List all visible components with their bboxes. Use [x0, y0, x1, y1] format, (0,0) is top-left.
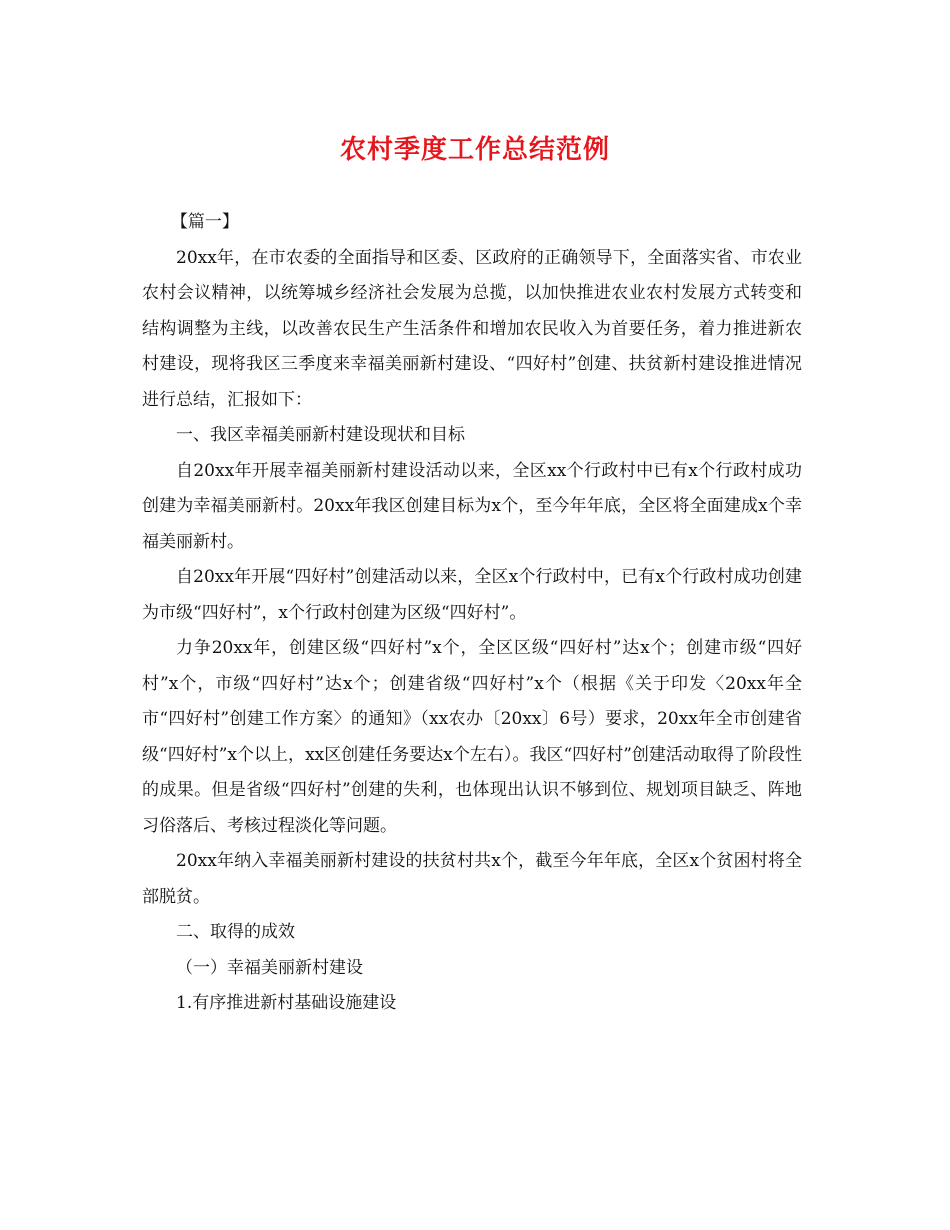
- paragraph-intro: 20xx年，在市农委的全面指导和区委、区政府的正确领导下，全面落实省、市农业农村会议精神，以统筹城乡经济社会发展为总揽，以加快推进农业农村发展方式转变和结构调整为主线，以改善农民生产生活条件和增加农民收入为首要任务，着力推进新农村建设，现将我区三季度来幸福美丽新村建设、“四好村”创建、扶贫新村建设推进情况进行总结，汇报如下：: [142, 247, 802, 410]
- paragraph-new-village-status: 自20xx年开展幸福美丽新村建设活动以来，全区xx个行政村中已有x个行政村成功创建为幸福美丽新村。20xx年我区创建目标为x个，至今年年底，全区将全面建成x个幸福美丽新村。: [142, 460, 802, 552]
- document-title: 农村季度工作总结范例: [339, 135, 610, 165]
- paragraph-four-good-villages: 自20xx年开展“四好村”创建活动以来，全区x个行政村中，已有x个行政村成功创建为市级“四好村”，x个行政村创建为区级“四好村”。: [142, 567, 802, 623]
- heading-section-one: 一、我区幸福美丽新村建设现状和目标: [176, 425, 465, 445]
- subheading-new-village-construction: （一）幸福美丽新村建设: [176, 957, 363, 978]
- paragraph-targets: 力争20xx年，创建区级“四好村”x个，全区区级“四好村”达x个；创建市级“四好村”x个，市级“四好村”达x个；创建省级“四好村”x个（根据《关于印发〈20xx年全市“四好村”创建工作方案〉的通知》（xx农办〔20xx〕6号）要求，20xx年全市创建省级“四好村”x个以上，xx区创建任务要达x个左右）。我区“四好村”创建活动取得了阶段性的成果。但是省级“四好村”创建的失利，也体现出认识不够到位、规划项目缺乏、阵地习俗落后、考核过程淡化等问题。: [142, 638, 802, 836]
- paragraph-poverty-villages: 20xx年纳入幸福美丽新村建设的扶贫村共x个，截至今年年底，全区x个贫困村将全部脱贫。: [142, 851, 802, 907]
- heading-section-two: 二、取得的成效: [176, 922, 295, 942]
- subheading-infrastructure: 1.有序推进新村基础设施建设: [176, 993, 397, 1013]
- document-body: [142, 205, 802, 1022]
- section-label-part-one: 【篇一】: [170, 212, 239, 232]
